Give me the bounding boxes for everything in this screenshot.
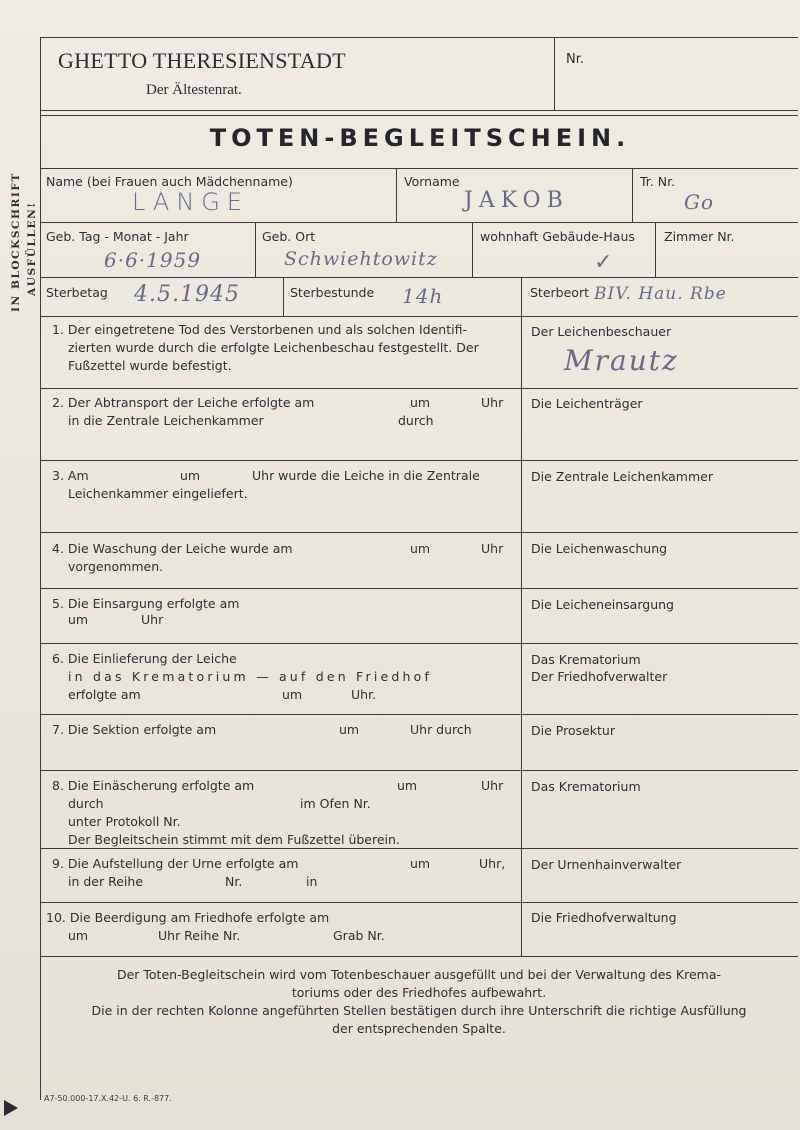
s9-line-2: in der Reihe — [68, 874, 144, 889]
s9-bottom — [40, 902, 798, 903]
s2-field-um: um — [410, 395, 431, 410]
leichenbeschauer-signature[interactable]: Mrautz — [564, 344, 679, 377]
s10-field-grab: Grab Nr. — [333, 928, 385, 943]
s3-right-label: Die Zentrale Leichenkammer — [531, 469, 713, 484]
zimmer-label: Zimmer Nr. — [664, 229, 735, 244]
s9-field-uhr: Uhr, — [479, 856, 506, 871]
s4-field-uhr: Uhr — [481, 541, 504, 556]
print-code: A7-50.000-17.X.42-U. 6. R.-877. — [44, 1094, 172, 1103]
council-subtitle: Der Ältestenrat. — [146, 82, 242, 98]
footer-line-4: der entsprechenden Spalte. — [332, 1021, 506, 1036]
sterbeort-value[interactable]: BIV. Hau. Rbe — [594, 284, 727, 304]
s6-line-1: 6. Die Einlieferung der Leiche — [52, 651, 237, 666]
side-instruction-line2: AUSFÜLLEN! — [26, 201, 38, 296]
s7-field-um: um — [339, 722, 360, 737]
s2-bottom — [40, 460, 798, 461]
s9-field-in: in — [306, 874, 318, 889]
s10-right-label: Die Friedhofverwaltung — [531, 910, 677, 925]
s8-field-ofen: im Ofen Nr. — [300, 796, 371, 811]
s8-right-label: Das Krematorium — [531, 779, 641, 794]
s10-line-2: um — [68, 928, 89, 943]
s1-line-1: 1. Der eingetretene Tod des Verstorbenen und als solchen Identifi- — [52, 322, 467, 337]
sterbetag-label: Sterbetag — [46, 285, 108, 300]
s8-field-um: um — [397, 778, 418, 793]
side-instruction-line1: IN BLOCKSCHRIFT — [10, 172, 22, 312]
s8-line-1: 8. Die Einäscherung erfolgte am — [52, 778, 255, 793]
s2-line-1: 2. Der Abtransport der Leiche erfolgte am — [52, 395, 315, 410]
footer-notes — [40, 966, 798, 1038]
s1-line-2: zierten wurde durch die erfolgte Leichenbeschau festgestellt. Der — [68, 340, 479, 355]
s2-field-durch: durch — [398, 413, 434, 428]
s4-line-1: 4. Die Waschung der Leiche wurde am — [52, 541, 293, 556]
footer-line-3: Die in der rechten Kolonne angeführten Stellen bestätigen durch ihre Unterschrift die richtige Ausfüllung — [91, 1003, 747, 1018]
gebaeude-label: wohnhaft Gebäude-Haus — [480, 229, 635, 244]
name-label: Name (bei Frauen auch Mädchenname) — [46, 174, 293, 189]
s6-right-label-2: Der Friedhofverwalter — [531, 669, 668, 684]
row3-div-1 — [283, 277, 284, 317]
frame-left — [40, 37, 41, 1100]
gebtag-label: Geb. Tag - Monat - Jahr — [46, 229, 189, 244]
s6-bottom — [40, 714, 798, 715]
s3-line-2: Leichenkammer eingeliefert. — [68, 486, 248, 501]
s4-bottom — [40, 588, 798, 589]
s5-field-uhr: Uhr — [141, 612, 164, 627]
sterbestunde-label: Sterbestunde — [290, 285, 375, 300]
s5-bottom — [40, 643, 798, 644]
sterbetag-value[interactable]: 4.5.1945 — [134, 282, 240, 307]
s8-line-2: durch — [68, 796, 104, 811]
row2-div-1 — [255, 222, 256, 277]
s1-right-label: Der Leichenbeschauer — [531, 324, 672, 339]
s8-field-uhr: Uhr — [481, 778, 504, 793]
trnr-value[interactable]: Go — [684, 190, 715, 214]
name-value[interactable]: LANGE — [132, 188, 250, 216]
trnr-label: Tr. Nr. — [640, 174, 676, 189]
s2-right-label: Die Leichenträger — [531, 396, 643, 411]
s8-line-4: Der Begleitschein stimmt mit dem Fußzettel überein. — [68, 832, 400, 847]
s3-field-um: um — [180, 468, 201, 483]
s3-line-1: 3. Am — [52, 468, 89, 483]
corner-arrow-icon — [4, 1100, 18, 1116]
header-bottom-1 — [40, 110, 798, 111]
s6-line-2: in das Krematorium — auf den Friedhof — [68, 669, 433, 684]
s1-line-3: Fußzettel wurde befestigt. — [68, 358, 232, 373]
s10-bottom — [40, 956, 798, 957]
nr-label: Nr. — [566, 52, 585, 67]
s10-line-1: 10. Die Beerdigung am Friedhofe erfolgte am — [46, 910, 330, 925]
s3-bottom — [40, 532, 798, 533]
vorname-value[interactable]: JAKOB — [464, 188, 569, 213]
s7-field-uhr-durch: Uhr durch — [410, 722, 472, 737]
s6-line-3: erfolgte am — [68, 687, 141, 702]
gebtag-value[interactable]: 6·6·1959 — [104, 248, 202, 272]
s5-right-label: Die Leicheneinsargung — [531, 597, 674, 612]
s9-line-1: 9. Die Aufstellung der Urne erfolgte am — [52, 856, 299, 871]
row3-bottom — [40, 316, 798, 317]
row1-bottom — [40, 222, 798, 223]
sterbestunde-value[interactable]: 14h — [402, 284, 444, 308]
s1-bottom — [40, 388, 798, 389]
header-divider — [554, 37, 555, 110]
row1-div-1 — [396, 168, 397, 223]
s6-field-um: um — [282, 687, 303, 702]
s3-field-uhr: Uhr wurde die Leiche in die Zentrale — [252, 468, 480, 483]
s10-field-reihe: Uhr Reihe Nr. — [158, 928, 241, 943]
row1-div-2 — [632, 168, 633, 223]
s8-line-3: unter Protokoll Nr. — [68, 814, 181, 829]
footer-line-1: Der Toten-Begleitschein wird vom Totenbeschauer ausgefüllt und bei der Verwaltung des Krema- — [116, 967, 722, 982]
row2-bottom — [40, 277, 798, 278]
footer-line-2: toriums oder des Friedhofes aufbewahrt. — [291, 985, 547, 1000]
s4-line-2: vorgenommen. — [68, 559, 164, 574]
s6-field-uhr: Uhr. — [351, 687, 377, 702]
sterbeort-label: Sterbeort — [530, 285, 589, 300]
title-bottom — [40, 168, 798, 169]
s7-bottom — [40, 770, 798, 771]
s2-field-uhr: Uhr — [481, 395, 504, 410]
s7-line-1: 7. Die Sektion erfolgte am — [52, 722, 217, 737]
s9-right-label: Der Urnenhainverwalter — [531, 857, 682, 872]
s5-line-1: 5. Die Einsargung erfolgte am — [52, 596, 240, 611]
gebort-value[interactable]: Schwiehtowitz — [284, 248, 438, 270]
s9-field-nr: Nr. — [225, 874, 243, 889]
s5-line-2: um — [68, 612, 89, 627]
frame-top — [40, 37, 798, 38]
s4-right-label: Die Leichenwaschung — [531, 541, 668, 556]
gebort-label: Geb. Ort — [262, 229, 316, 244]
row2-div-2 — [472, 222, 473, 277]
right-column-divider — [521, 277, 522, 957]
s4-field-um: um — [410, 541, 431, 556]
gebaeude-value[interactable]: ✓ — [594, 250, 614, 275]
s6-right-label: Das Krematorium — [531, 652, 641, 667]
ghetto-title: GHETTO THERESIENSTADT — [58, 48, 346, 73]
s7-right-label: Die Prosektur — [531, 723, 615, 738]
s2-line-2: in die Zentrale Leichenkammer — [68, 413, 264, 428]
s9-field-um: um — [410, 856, 431, 871]
row2-div-3 — [655, 222, 656, 277]
document-title: TOTEN-BEGLEITSCHEIN. — [209, 124, 631, 152]
vorname-label: Vorname — [404, 174, 460, 189]
s8-bottom — [40, 848, 798, 849]
header-bottom-2 — [40, 115, 798, 116]
